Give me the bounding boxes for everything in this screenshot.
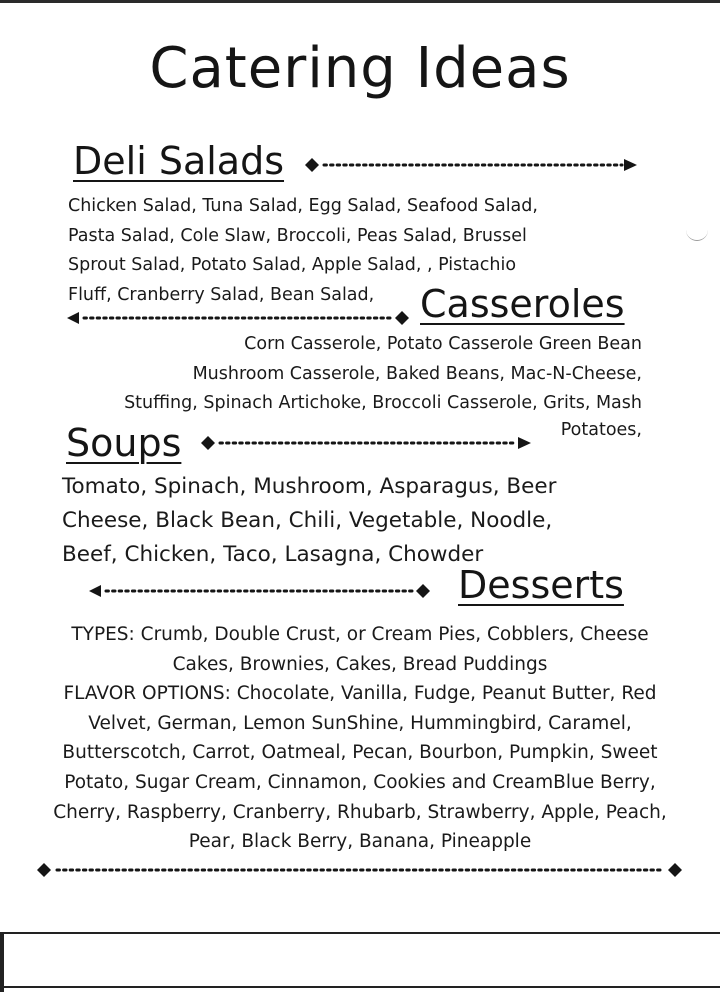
desserts-line: Velvet, German, Lemon SunShine, Hummingbird, Caramel, — [88, 712, 632, 734]
desserts-heading: Desserts — [458, 563, 624, 607]
deli-line: Pasta Salad, Cole Slaw, Broccoli, Peas Salad, Brussel — [68, 225, 527, 246]
desserts-line: Butterscotch, Carrot, Oatmeal, Pecan, Bourbon, Pumpkin, Sweet — [62, 742, 658, 764]
desserts-divider-arrow — [88, 583, 432, 599]
scan-top-edge — [0, 0, 720, 3]
bottom-divider — [36, 862, 684, 878]
desserts-line: Potato, Sugar Cream, Cinnamon, Cookies and CreamBlue Berry, — [64, 771, 656, 793]
desserts-line: TYPES: Crumb, Double Crust, or Cream Pies, Cobblers, Cheese — [71, 624, 649, 645]
deli-line: Chicken Salad, Tuna Salad, Egg Salad, Seafood Salad, — [68, 196, 538, 216]
deli-divider-arrow — [304, 157, 638, 173]
desserts-line: Cakes, Brownies, Cakes, Bread Puddings — [172, 653, 548, 675]
soups-line: Tomato, Spinach, Mushroom, Asparagus, Beer — [62, 474, 557, 499]
casseroles-divider-arrow — [66, 310, 411, 326]
soups-divider-arrow — [200, 435, 532, 451]
deli-line: Fluff, Cranberry Salad, Bean Salad, — [68, 284, 375, 305]
soups-list — [62, 470, 556, 572]
desserts-line: FLAVOR OPTIONS: Chocolate, Vanilla, Fudge, Peanut Butter, Red — [63, 683, 657, 705]
casseroles-last-line: Potatoes, — [560, 420, 642, 440]
soups-line: Beef, Chicken, Taco, Lasagna, Chowder — [62, 542, 484, 567]
desserts-line: Cherry, Raspberry, Cranberry, Rhubarb, Strawberry, Apple, Peach, — [53, 801, 667, 823]
deli-line: Sprout Salad, Potato Salad, Apple Salad, , Pistachio — [68, 255, 517, 275]
casseroles-list — [124, 330, 642, 419]
scan-smudge — [686, 226, 708, 241]
casseroles-line: Stuffing, Spinach Artichoke, Broccoli Casserole, Grits, Mash — [124, 393, 642, 413]
desserts-list — [40, 620, 680, 857]
soups-heading: Soups — [66, 421, 182, 465]
soups-line: Cheese, Black Bean, Chili, Vegetable, Noodle, — [62, 508, 553, 533]
desserts-line: Pear, Black Berry, Banana, Pineapple — [188, 831, 532, 853]
casseroles-line: Mushroom Casserole, Baked Beans, Mac-N-Cheese, — [192, 363, 642, 384]
casseroles-line: Corn Casserole, Potato Casserole Green Bean — [244, 334, 642, 354]
scan-bottom-edge — [0, 932, 720, 992]
page-title: Catering Ideas — [149, 36, 571, 101]
casseroles-heading: Casseroles — [420, 282, 625, 326]
deli-salads-heading: Deli Salads — [73, 139, 285, 183]
scan-bottom-line — [0, 986, 720, 988]
